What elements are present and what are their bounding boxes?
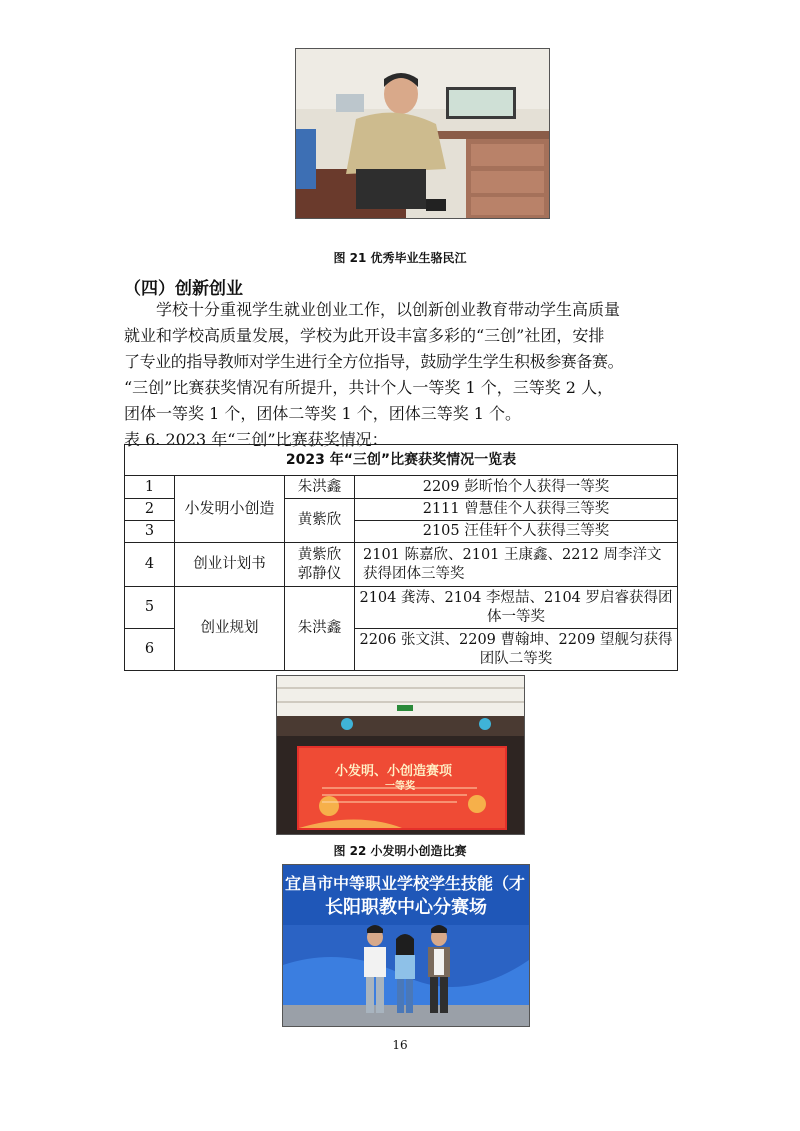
row-number: 3 — [125, 521, 175, 543]
result-cell: 2105 汪佳轩个人获得三等奖 — [355, 521, 678, 543]
table-row — [125, 587, 678, 629]
graduate-photo — [295, 48, 550, 219]
category-cell: 创业规划 — [175, 587, 285, 671]
result-cell: 2206 张文淇、2209 曹翰坤、2209 望舰匀获得团队二等奖 — [355, 629, 678, 671]
row-number: 2 — [125, 499, 175, 521]
result-cell: 2111 曾慧佳个人获得三等奖 — [355, 499, 678, 521]
row-number: 6 — [125, 629, 175, 671]
result-cell: 2101 陈嘉欣、2101 王康鑫、2212 周李洋文 获得团体三等奖 — [355, 543, 678, 587]
screen-title: 小发明、小创造赛项 — [335, 764, 453, 779]
stage-illustration — [277, 676, 524, 834]
section-heading: （四）创新创业 — [124, 279, 243, 299]
table-intro: 表 6. 2023 年“三创”比赛获奖情况： — [124, 430, 388, 449]
figure-22-caption: 图 22 小发明小创造比赛 — [333, 844, 467, 858]
skills-contest-photo — [282, 864, 530, 1027]
invention-contest-photo — [276, 675, 525, 835]
page-number: 16 — [392, 1038, 408, 1052]
category-label: 小发明小创造 — [184, 499, 275, 517]
teacher-cell: 朱洪鑫 — [285, 587, 355, 671]
row-number: 1 — [125, 476, 175, 499]
table-row — [125, 543, 678, 587]
paragraph-line: 就业和学校高质量发展，学校为此开设丰富多彩的“三创”社团，安排 — [124, 326, 605, 345]
result-cell: 2104 龚涛、2104 李煜喆、2104 罗启睿获得团体一等奖 — [355, 587, 678, 629]
screen-subtitle: 一等奖 — [385, 781, 415, 792]
paragraph-line: 团体一等奖 1 个，团体二等奖 1 个，团体三等奖 1 个。 — [124, 404, 522, 423]
teacher-names: 黄紫欣郭静仪 — [297, 546, 342, 582]
table-row — [125, 476, 678, 499]
table-title-row — [125, 445, 678, 476]
table-title: 2023 年“三创”比赛获奖情况一览表 — [125, 445, 678, 476]
row-number: 4 — [125, 543, 175, 587]
category-cell: 创业计划书 — [175, 543, 285, 587]
paragraph-line: “三创”比赛获奖情况有所提升，共计个人一等奖 1 个，三等奖 2 人， — [124, 378, 614, 397]
teacher-cell: 黄紫欣 — [285, 499, 355, 543]
figure-21-caption: 图 21 优秀毕业生骆民江 — [333, 251, 467, 265]
teacher-cell — [285, 543, 355, 587]
row-number: 5 — [125, 587, 175, 629]
award-table — [124, 444, 678, 671]
graduate-photo-illustration — [296, 49, 549, 218]
result-cell: 2209 彭昕怡个人获得一等奖 — [355, 476, 678, 499]
category-cell — [175, 476, 285, 543]
banner-line-1: 宜昌市中等职业学校学生技能（才 — [285, 874, 526, 893]
paragraph-line: 了专业的指导教师对学生进行全方位指导，鼓励学生学生积极参赛备赛。 — [124, 352, 624, 371]
body-paragraph — [124, 297, 680, 453]
paragraph-line: 学校十分重视学生就业创业工作，以创新创业教育带动学生高质量 — [156, 300, 621, 319]
banner-line-2: 长阳职教中心分赛场 — [325, 897, 487, 918]
teacher-cell: 朱洪鑫 — [285, 476, 355, 499]
